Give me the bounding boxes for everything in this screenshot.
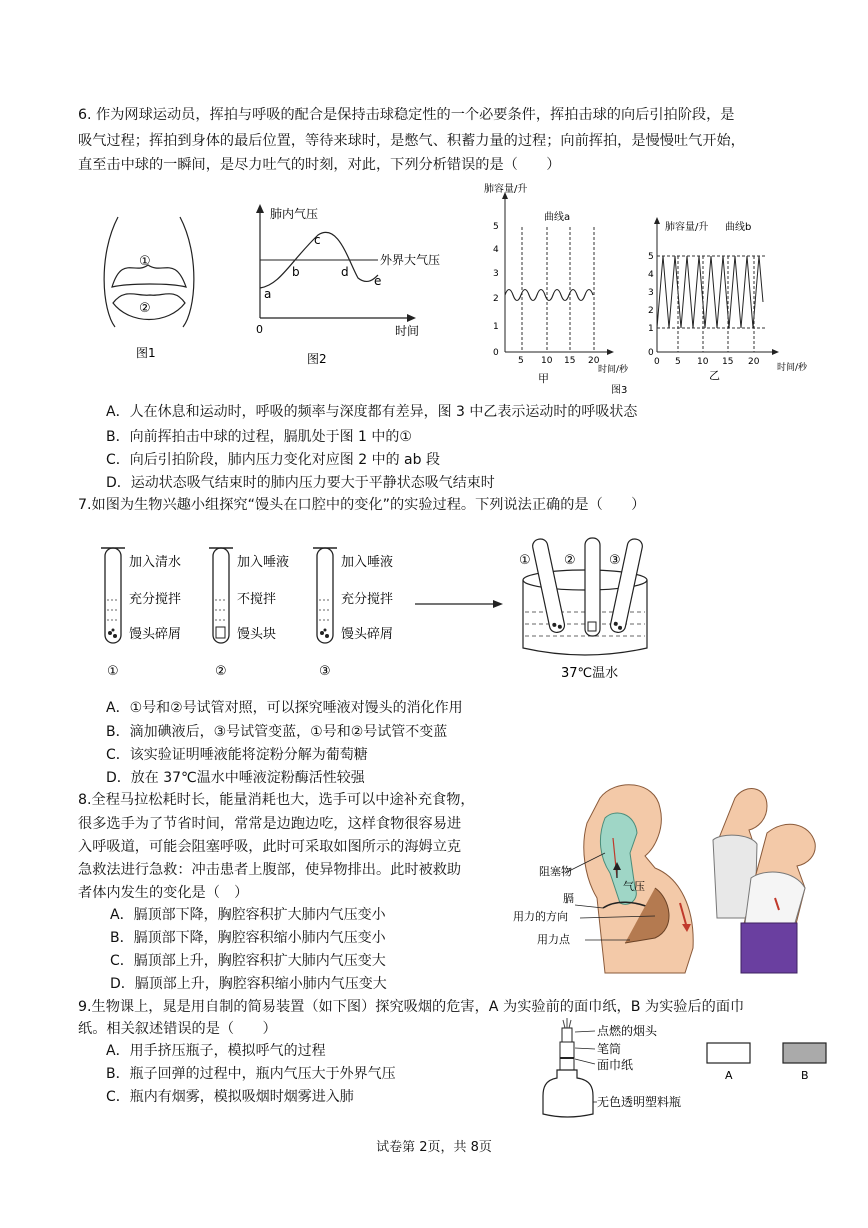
q6-fig3a-xlabel: 时间/秒 xyxy=(598,365,629,375)
q6-fig3b-curve-label: 曲线b xyxy=(725,222,752,233)
q6-fig2-point-b: b xyxy=(292,265,300,279)
q6-option-a[interactable]: A．人在休息和运动时，呼吸的频率与深度都有差异，图 3 中乙表示运动时的呼吸状态 xyxy=(106,404,638,420)
q9-label-bottle: 无色透明塑料瓶 xyxy=(597,1095,682,1109)
q8-label-diaphragm: 膈 xyxy=(563,892,574,905)
q6-fig3a-xtick-20: 20 xyxy=(588,356,600,366)
q6-fig2-point-c: c xyxy=(314,233,321,247)
q8-label-obstacle: 阻塞物 xyxy=(539,865,572,878)
q6-option-c[interactable]: C．向后引拍阶段，肺内压力变化对应图 2 中的 ab 段 xyxy=(106,452,440,468)
q7-tube-3-step-1: 加入唾液 xyxy=(341,555,394,570)
q6-fig3a-xtick-5: 5 xyxy=(518,356,524,366)
q6-figure-2 xyxy=(250,200,470,372)
q8-heimlich-figure xyxy=(505,778,845,978)
q6-fig1-caption: 图1 xyxy=(136,346,156,360)
q6-fig3b-xtick-20: 20 xyxy=(748,357,760,367)
q9-tissue-a xyxy=(707,1043,750,1063)
q6-fig3a-ytick-4: 4 xyxy=(493,245,499,255)
q6-fig3a-ytick-3: 3 xyxy=(493,269,499,279)
q6-fig2-point-e: e xyxy=(374,274,382,288)
q6-stem-line-3: 直至击中球的一瞬间，是尽力吐气的时刻，对此，下列分析错误的是（ ） xyxy=(78,157,561,173)
q6-fig3a-ytick-5: 5 xyxy=(493,222,499,232)
q6-figure-3a xyxy=(480,182,640,397)
q6-fig2-ylabel: 肺内气压 xyxy=(270,207,319,221)
q8-option-b[interactable]: B．膈顶部下降，胸腔容积缩小肺内气压变小 xyxy=(110,930,386,946)
q6-option-b[interactable]: B．向前挥拍击中球的过程，膈肌处于图 1 中的① xyxy=(106,429,412,445)
q6-fig3b-xtick-15: 15 xyxy=(722,357,734,367)
q6-fig3a-ylabel: 肺容量/升 xyxy=(484,184,528,195)
q6-fig3a-ytick-2: 2 xyxy=(493,294,499,304)
q7-tube-3-step-3: 馒头碎屑 xyxy=(341,627,394,642)
q9-apparatus-figure xyxy=(535,1018,835,1120)
q7-water-bath xyxy=(523,538,647,655)
q7-tube-1-step-1: 加入清水 xyxy=(129,555,182,570)
q9-label-tissue: 面巾纸 xyxy=(597,1058,634,1072)
q8-stem-line-1: 8.全程马拉松耗时长，能量消耗也大，选手可以中途补充食物， xyxy=(78,792,475,808)
q7-bath-number-1: ① xyxy=(519,553,531,568)
q6-fig1-mark-1: ① xyxy=(139,254,151,269)
q6-fig3b-xtick-5: 5 xyxy=(675,357,681,367)
q8-stem-line-4: 急救法进行急救：冲击患者上腹部，使异物排出。此时被救助 xyxy=(78,862,462,878)
q6-fig2-xlabel: 时间 xyxy=(395,324,420,338)
q9-option-a[interactable]: A．用手挤压瓶子，模拟呼气的过程 xyxy=(106,1043,326,1059)
q7-option-c[interactable]: C．该实验证明唾液能将淀粉分解为葡萄糖 xyxy=(106,747,368,763)
q7-option-b[interactable]: B．滴加碘液后，③号试管变蓝，①号和②号试管不变蓝 xyxy=(106,724,448,740)
q8-label-pressure: 气压 xyxy=(623,880,645,893)
q6-fig3a-caption: 甲 xyxy=(538,372,549,385)
q7-tube-3-number: ③ xyxy=(319,664,331,679)
q7-tube-2-step-2: 不搅拌 xyxy=(237,592,277,607)
q7-tube-2-step-3: 馒头块 xyxy=(237,627,277,642)
q9-option-b[interactable]: B．瓶子回弹的过程中，瓶内气压大于外界气压 xyxy=(106,1066,396,1082)
q9-label-cigarette: 点燃的烟头 xyxy=(597,1024,658,1038)
q6-fig3b-ytick-3: 3 xyxy=(648,288,654,298)
q6-fig3a-xtick-15: 15 xyxy=(564,356,576,366)
q9-label-pen-holder: 笔筒 xyxy=(597,1042,622,1056)
q7-tube-2-step-1: 加入唾液 xyxy=(237,555,290,570)
q7-option-d[interactable]: D．放在 37℃温水中唾液淀粉酶活性较强 xyxy=(106,770,365,786)
q6-fig3b-ytick-1: 1 xyxy=(648,324,654,334)
q6-stem-line-2: 吸气过程；挥拍到身体的最后位置，等待来球时，是憋气、积蓄力量的过程；向前挥拍，是慢慢吐气开始， xyxy=(78,133,745,149)
q9-label-b: B xyxy=(801,1069,809,1082)
q8-option-d[interactable]: D．膈顶部上升，胸腔容积缩小肺内气压变大 xyxy=(110,976,387,992)
q7-tube-2-number: ② xyxy=(215,664,227,679)
q6-fig3-caption: 图3 xyxy=(611,385,628,396)
q6-fig2-caption: 图2 xyxy=(307,352,327,366)
q6-fig3b-xtick-10: 10 xyxy=(697,357,709,367)
q9-label-a: A xyxy=(725,1069,733,1082)
q7-experiment-figure xyxy=(95,530,655,690)
q6-option-d[interactable]: D．运动状态吸气结束时的肺内压力要大于平静状态吸气结束时 xyxy=(106,475,495,491)
q6-fig3b-ytick-5: 5 xyxy=(648,252,654,262)
q8-option-a[interactable]: A．膈顶部下降，胸腔容积扩大肺内气压变小 xyxy=(110,907,386,923)
q6-fig3b-ylabel: 肺容量/升 xyxy=(665,222,709,233)
q8-stem-line-3: 入呼吸道，可能会阻塞呼吸，此时可采取如图所示的海姆立克 xyxy=(78,839,462,855)
q6-fig1-mark-2: ② xyxy=(139,301,151,316)
q6-fig2-point-d: d xyxy=(341,265,349,279)
q6-fig3b-caption: 乙 xyxy=(709,369,720,382)
q7-tube-2 xyxy=(209,548,233,643)
q7-tube-3 xyxy=(313,548,337,643)
q6-fig2-origin: 0 xyxy=(256,323,263,336)
q6-fig3b-ytick-2: 2 xyxy=(648,306,654,316)
q6-fig3a-ytick-1: 1 xyxy=(493,322,499,332)
q6-fig2-point-a: a xyxy=(264,287,272,301)
q6-figure-3b xyxy=(645,212,835,382)
q6-fig3b-xtick-0: 0 xyxy=(654,357,660,367)
q7-bath-label: 37℃温水 xyxy=(561,666,619,681)
q6-stem-line-1: 6. 作为网球运动员，挥拍与呼吸的配合是保持击球稳定性的一个必要条件，挥拍击球的向后引拍阶段，是 xyxy=(78,107,735,123)
q6-fig3a-xtick-10: 10 xyxy=(541,356,553,366)
q7-stem: 7.如图为生物兴趣小组探究“馒头在口腔中的变化”的实验过程。下列说法正确的是（ ） xyxy=(78,497,646,513)
q8-label-force-direction: 用力的方向 xyxy=(513,910,568,923)
q9-tissue-b xyxy=(783,1043,826,1063)
q9-stem-line-2: 纸。相关叙述错误的是（ ） xyxy=(78,1021,277,1037)
q7-tube-1-number: ① xyxy=(107,664,119,679)
q9-stem-line-1: 9.生物课上，晁是用自制的简易装置（如下图）探究吸烟的危害，A 为实验前的面巾纸，B 为实验后的面巾 xyxy=(78,999,745,1015)
q8-option-c[interactable]: C．膈顶部上升，胸腔容积扩大肺内气压变大 xyxy=(110,953,386,969)
q8-stem-line-5: 者体内发生的变化是（ ） xyxy=(78,885,249,901)
q7-tube-3-step-2: 充分搅拌 xyxy=(341,592,394,607)
q6-fig2-line-label: 外界大气压 xyxy=(380,253,441,267)
q6-fig3a-curve-label: 曲线a xyxy=(544,212,571,223)
q7-tube-1-step-2: 充分搅拌 xyxy=(129,592,182,607)
q8-stem-line-2: 很多选手为了节省时间，常常是边跑边吃，这样食物很容易进 xyxy=(78,816,462,832)
q9-option-c[interactable]: C．瓶内有烟雾，模拟吸烟时烟雾进入肺 xyxy=(106,1089,354,1105)
q6-fig3b-xlabel: 时间/秒 xyxy=(777,363,808,373)
page-footer: 试卷第 2页，共 8页 xyxy=(376,1140,492,1155)
q7-bath-number-2: ② xyxy=(564,553,576,568)
q7-bath-number-3: ③ xyxy=(609,553,621,568)
q7-tube-1-step-3: 馒头碎屑 xyxy=(129,627,182,642)
q6-figure-1 xyxy=(100,215,200,365)
q7-option-a[interactable]: A．①号和②号试管对照，可以探究唾液对馒头的消化作用 xyxy=(106,700,463,716)
q6-fig3b-ytick-0: 0 xyxy=(648,348,654,358)
q7-tube-1 xyxy=(101,548,125,643)
q6-fig3a-ytick-0: 0 xyxy=(493,348,499,358)
q8-label-force-point: 用力点 xyxy=(537,933,570,946)
q6-fig3b-ytick-4: 4 xyxy=(648,270,654,280)
